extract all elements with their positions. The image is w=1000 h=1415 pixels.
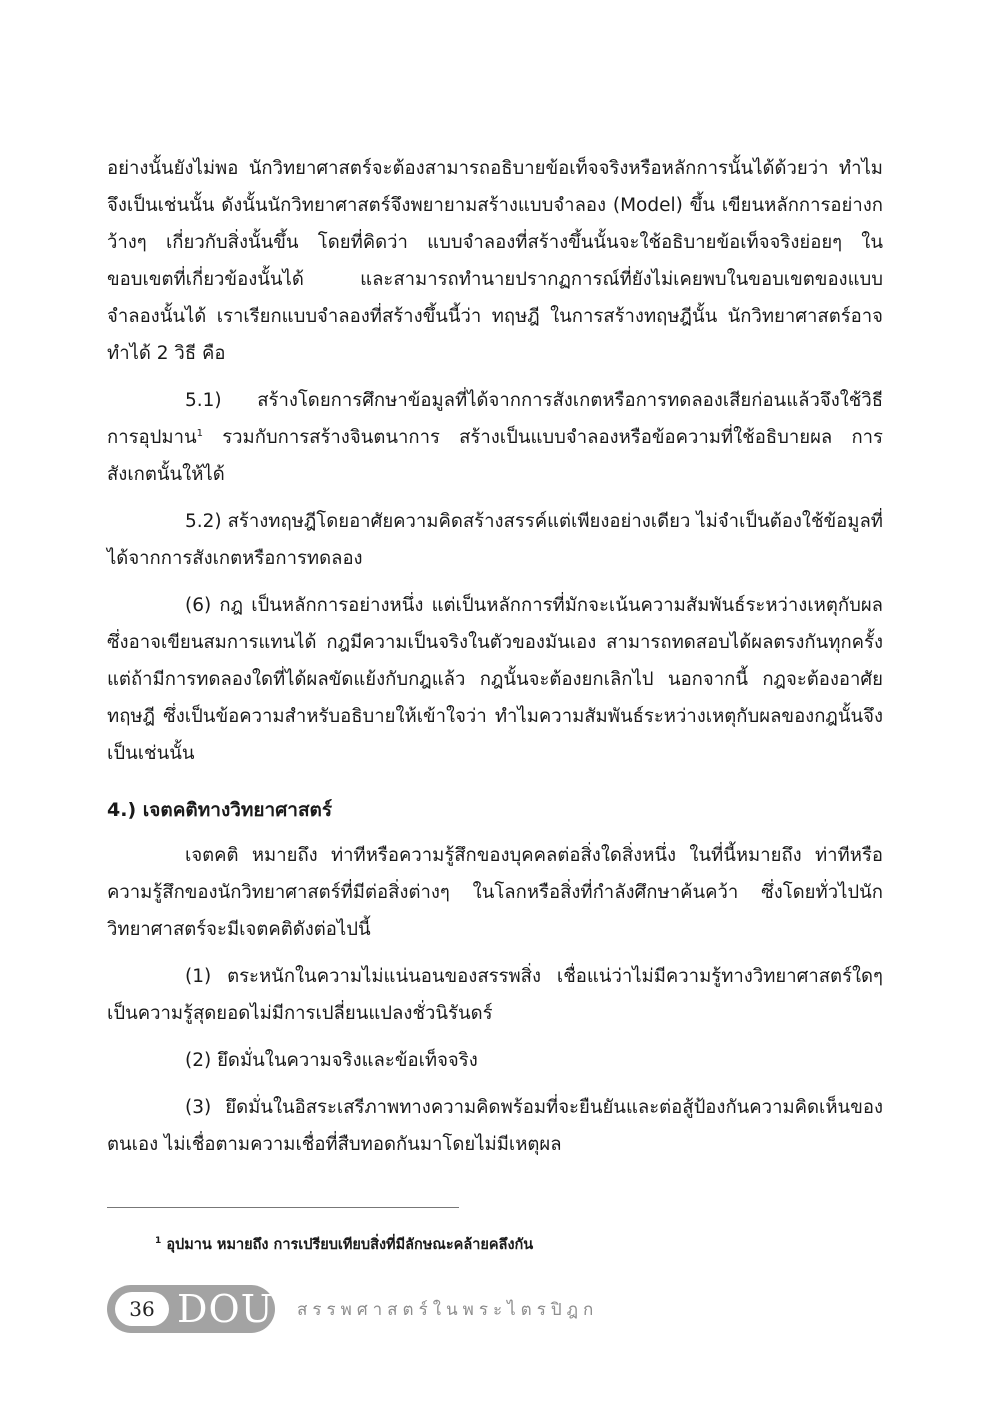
footnote-text: อุปมาน หมายถึง การเปรียบเทียบสิ่งที่มีลักษณะคล้ายคลึงกัน bbox=[161, 1237, 534, 1253]
page-body bbox=[107, 150, 883, 1163]
paragraph-method-5-1 bbox=[107, 382, 883, 493]
footnote-mark: 1 bbox=[155, 1236, 162, 1247]
footnote-divider bbox=[107, 1207, 459, 1208]
method-5-1-text-b: รวมกับการสร้างจินตนาการ สร้างเป็นแบบจำลองหรือข้อความที่ใช้อธิบายผล การสังเกตนั้นให้ได้ bbox=[107, 427, 883, 485]
footnote bbox=[155, 1233, 533, 1256]
page-footer bbox=[107, 1285, 598, 1333]
footer-badge bbox=[107, 1285, 275, 1333]
paragraph-attitude-1: (1) ตระหนักในความไม่แน่นอนของสรรพสิ่ง เชื่อแน่ว่าไม่มีความรู้ทางวิทยาศาสตร์ใดๆ เป็นความรู้สุดยอดไม่มีการเปลี่ยนแปลงชั่วนิรันดร์ bbox=[107, 966, 883, 1024]
page-number: 36 bbox=[115, 1292, 169, 1326]
dou-logo: DOU bbox=[177, 1287, 274, 1331]
paragraph-theory: อย่างนั้นยังไม่พอ นักวิทยาศาสตร์จะต้องสามารถอธิบายข้อเท็จจริงหรือหลักการนั้นได้ด้วยว่า ทำไมจึงเป็นเช่นนั้น ดังนั้นนักวิทยาศาสตร์จึงพยายามสร้างแบบจำลอง (Model) ขึ้น เขียนหลักการอย่างกว้างๆ เกี่ยวกับสิ่งนั้นขึ้น โดยที่คิดว่า แบบจำลองที่สร้างขึ้นนั้นจะใช้อธิบายข้อเท็จจริงย่อยๆ ในขอบเขตที่เกี่ยวข้องนั้นได้ และสามารถทำนายปรากฏการณ์ที่ยังไม่เคยพบในขอบเขตของแบบจำลองนั้นได้ เราเรียกแบบจำลองที่สร้างขึ้นนี้ว่า ทฤษฎี ในการสร้างทฤษฎีนั้น นักวิทยาศาสตร์อาจทำได้ 2 วิธี คือ bbox=[107, 158, 883, 364]
paragraph-attitude-2: (2) ยึดมั่นในความจริงและข้อเท็จจริง bbox=[185, 1050, 478, 1071]
section-heading: 4.) เจตคติทางวิทยาศาสตร์ bbox=[107, 799, 333, 821]
paragraph-method-5-2: 5.2) สร้างทฤษฎีโดยอาศัยความคิดสร้างสรรค์แต่เพียงอย่างเดียว ไม่จำเป็นต้องใช้ข้อมูลที่ได้จากการสังเกตหรือการทดลอง bbox=[107, 511, 883, 569]
paragraph-attitude: เจตคติ หมายถึง ท่าทีหรือความรู้สึกของบุคคลต่อสิ่งใดสิ่งหนึ่ง ในที่นี้หมายถึง ท่าทีหรือความรู้สึกของนักวิทยาศาสตร์ที่มีต่อสิ่งต่างๆ ในโลกหรือสิ่งที่กำลังศึกษาค้นคว้า ซึ่งโดยทั่วไปนักวิทยาศาสตร์จะมีเจตคติดังต่อไปนี้ bbox=[107, 845, 883, 940]
paragraph-law: (6) กฎ เป็นหลักการอย่างหนึ่ง แต่เป็นหลักการที่มักจะเน้นความสัมพันธ์ระหว่างเหตุกับผล ซึ่งอาจเขียนสมการแทนได้ กฎมีความเป็นจริงในตัวของมันเอง สามารถทดสอบได้ผลตรงกันทุกครั้ง แต่ถ้ามีการทดลองใดที่ได้ผลขัดแย้งกับกฎแล้ว กฎนั้นจะต้องยกเลิกไป นอกจากนี้ กฎจะต้องอาศัยทฤษฎี ซึ่งเป็นข้อความสำหรับอธิบายให้เข้าใจว่า ทำไมความสัมพันธ์ระหว่างเหตุกับผลของกฎนั้นจึงเป็นเช่นนั้น bbox=[107, 595, 883, 764]
paragraph-attitude-3: (3) ยึดมั่นในอิสระเสรีภาพทางความคิดพร้อมที่จะยืนยันและต่อสู้ป้องกันความคิดเห็นของตนเอง ไม่เชื่อตามความเชื่อที่สืบทอดกันมาโดยไม่มีเหตุผล bbox=[107, 1097, 883, 1155]
footnote-reference: 1 bbox=[196, 427, 203, 439]
book-title: สรรพศาสตร์ในพระไตรปิฎก bbox=[297, 1299, 599, 1320]
method-5-1-text-a: 5.1) สร้างโดยการศึกษาข้อมูลที่ได้จากการสังเกตหรือการทดลองเสียก่อนแล้วจึงใช้วิธีการอุปมาน bbox=[107, 390, 883, 448]
